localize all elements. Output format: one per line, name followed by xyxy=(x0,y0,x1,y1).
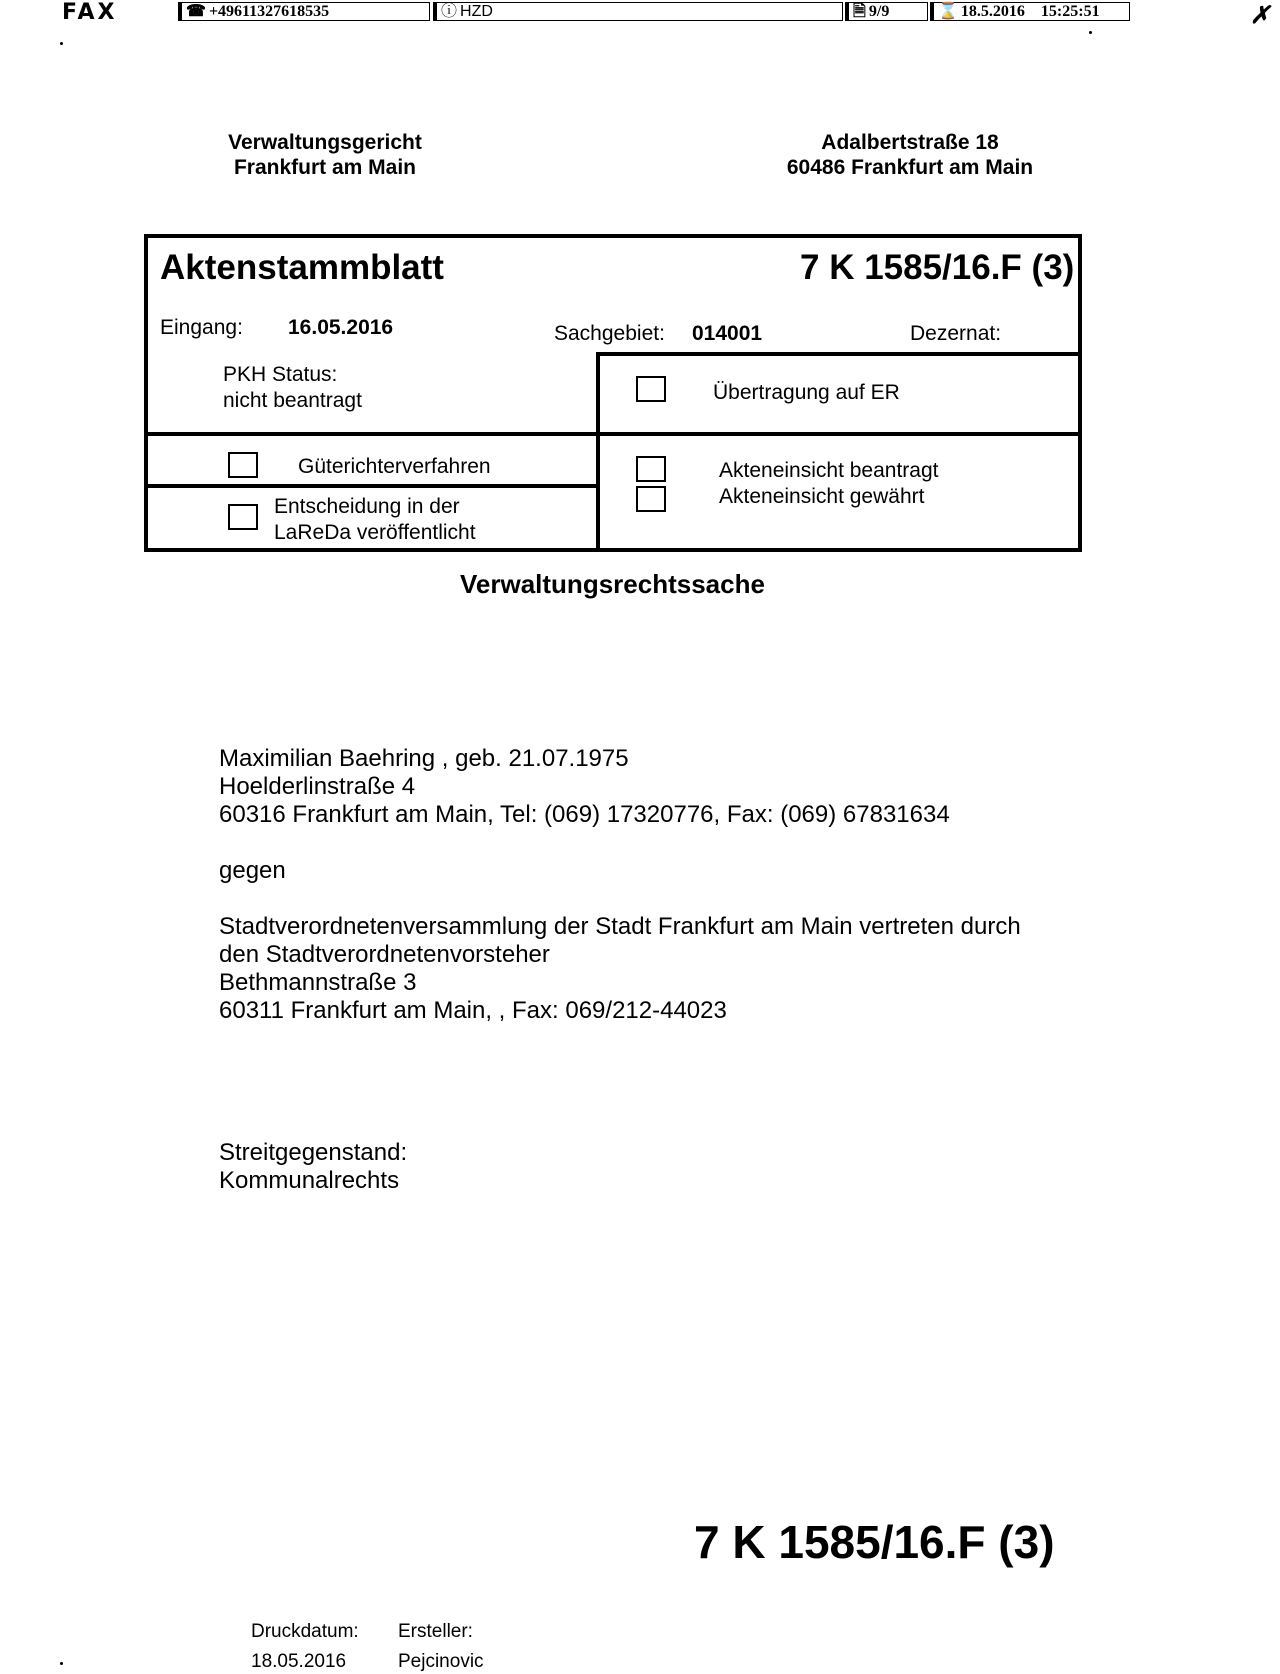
lareda-label xyxy=(274,494,476,546)
plaintiff-block xyxy=(219,745,950,829)
phone-icon: ☎ xyxy=(186,3,206,20)
lareda-checkbox[interactable] xyxy=(228,504,258,530)
ersteller-label: Ersteller: xyxy=(398,1621,473,1642)
fax-phone-field xyxy=(178,2,430,21)
form-divider xyxy=(599,352,1082,356)
akteneinsicht-gewaehrt-label: Akteneinsicht gewährt xyxy=(719,485,925,508)
plaintiff-name: Maximilian Baehring , geb. 21.07.1975 xyxy=(219,745,629,772)
gueterichter-checkbox[interactable] xyxy=(228,452,258,478)
fax-time: 15:25:51 xyxy=(1040,3,1100,20)
pkh-status xyxy=(223,362,362,414)
sachgebiet-value: 014001 xyxy=(692,322,763,345)
form-divider xyxy=(148,484,598,488)
info-icon: ⓘ xyxy=(441,3,458,20)
dezernat-label: Dezernat: xyxy=(910,322,1002,345)
court-name-line2: Frankfurt am Main xyxy=(233,156,417,179)
lareda-label-line1: Entscheidung in der xyxy=(274,495,460,518)
streitgegenstand-block xyxy=(219,1139,407,1195)
pkh-status-label: PKH Status: xyxy=(223,363,338,386)
fax-label: FAX xyxy=(62,0,118,25)
form-title: Aktenstammblatt xyxy=(160,248,444,287)
defendant-city-contact: 60311 Frankfurt am Main, , Fax: 069/212-44023 xyxy=(219,997,727,1024)
defendant-representative: den Stadtverordnetenvorsteher xyxy=(219,941,550,968)
hourglass-icon: ⌛ xyxy=(938,3,958,20)
court-address-line2: 60486 Frankfurt am Main xyxy=(786,156,1034,179)
akteneinsicht-gewaehrt-checkbox[interactable] xyxy=(636,486,666,512)
streitgegenstand-value: Kommunalrechts xyxy=(219,1167,400,1194)
fax-time-field xyxy=(930,2,1130,21)
defendant-name: Stadtverordnetenversammlung der Stadt Frankfurt am Main vertreten durch xyxy=(219,913,1021,940)
streitgegenstand-label: Streitgegenstand: xyxy=(219,1139,408,1166)
aktenstammblatt-form xyxy=(144,234,1082,552)
court-address xyxy=(770,130,1050,180)
eingang-value: 16.05.2016 xyxy=(288,316,394,339)
case-type-heading: Verwaltungsrechtssache xyxy=(460,569,765,599)
form-case-number: 7 K 1585/16.F (3) xyxy=(800,248,1075,287)
big-case-number: 7 K 1585/16.F (3) xyxy=(694,1516,1055,1568)
druckdatum-value: 18.05.2016 xyxy=(251,1651,347,1672)
akteneinsicht-beantragt-checkbox[interactable] xyxy=(636,456,666,482)
scan-dot xyxy=(60,42,63,45)
fax-date: 18.5.2016 xyxy=(960,3,1025,20)
plaintiff-city-contact: 60316 Frankfurt am Main, Tel: (069) 17320776, Fax: (069) 67831634 xyxy=(219,801,950,828)
form-divider xyxy=(148,432,1082,436)
lareda-label-line2: LaReDa veröffentlicht xyxy=(274,521,476,544)
uebertragung-label: Übertragung auf ER xyxy=(713,381,900,404)
eingang-label: Eingang: xyxy=(160,316,243,339)
page-icon: 🗎 xyxy=(853,3,866,20)
scan-dot xyxy=(60,1662,63,1665)
form-divider xyxy=(596,352,600,548)
akteneinsicht-labels xyxy=(719,458,938,510)
court-name xyxy=(205,130,445,180)
fax-phone-number: +49611327618535 xyxy=(208,3,330,20)
plaintiff-street: Hoelderlinstraße 4 xyxy=(219,773,416,800)
fax-page-count: 9/9 xyxy=(868,3,890,20)
druckdatum-label: Druckdatum: xyxy=(251,1621,359,1642)
ersteller-value: Pejcinovic xyxy=(398,1651,484,1672)
fax-pages-field xyxy=(845,2,928,21)
corner-mark-icon: ✗ xyxy=(1250,0,1271,29)
fax-sender-name: HZD xyxy=(460,3,493,20)
court-address-line1: Adalbertstraße 18 xyxy=(821,131,999,154)
gueterichter-label: Güterichterverfahren xyxy=(298,455,491,478)
defendant-block xyxy=(219,913,1021,1025)
sachgebiet-label: Sachgebiet: xyxy=(554,322,665,345)
defendant-street: Bethmannstraße 3 xyxy=(219,969,417,996)
scan-dot xyxy=(1089,31,1092,34)
akteneinsicht-beantragt-label: Akteneinsicht beantragt xyxy=(719,459,939,482)
versus-text: gegen xyxy=(219,857,286,884)
fax-sender-field xyxy=(433,2,843,21)
pkh-status-value: nicht beantragt xyxy=(223,389,362,412)
uebertragung-checkbox[interactable] xyxy=(636,376,666,402)
court-name-line1: Verwaltungsgericht xyxy=(228,131,422,154)
